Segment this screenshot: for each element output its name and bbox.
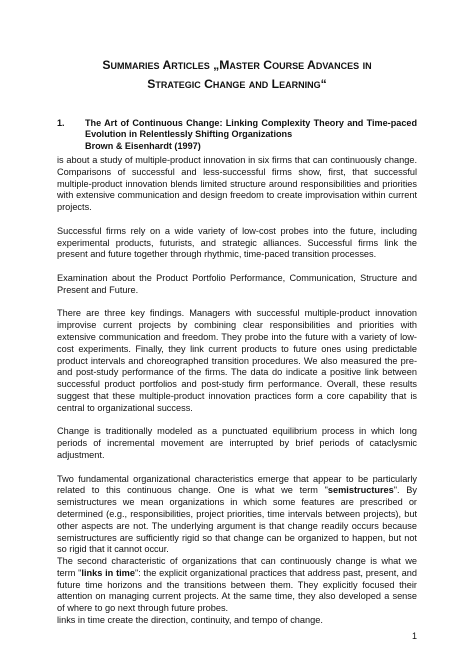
document-title (40, 56, 434, 94)
paragraph-text: ". By semistructures we mean organizations in which some features are prescribed or determined (e.g., responsibilities, project priorities, time intervals between projects), but other aspects are not. The underlying argument is that change readily occurs because semistructures are sufficiently rigid so that change can be organized to happen, but not so rigid that it cannot occur. (57, 485, 418, 555)
bold-term-semistructures: semistructures (327, 485, 394, 496)
bold-term-links-in-time: links in time (81, 567, 135, 578)
paragraph: Successful firms rely on a wide variety of low-cost probes into the future, including experimental products, futurists, and strategic alliances. Successful firms link the present and future together through rhythmic, time-paced transition processes. (57, 225, 417, 260)
section-number: 1. (57, 118, 65, 128)
section-authors: Brown & Eisenhardt (1997) (85, 140, 201, 151)
paragraph: is about a study of multiple-product innovation in six firms that can continuously change. Comparisons of successful and less-successful firms show, first, that successful multiple-product innovation blends limited structure around responsibilities and priorities with extensive communication and design freedom to create improvisation within current projects. (57, 155, 417, 213)
paragraph-text: Two fundamental organizational characteristics emerge that appear to be particularly related to this continuous change. One is what we term " (57, 473, 417, 496)
paragraph: Change is traditionally modeled as a punctuated equilibrium process in which long periods of incremental movement are interrupted by brief periods of cataclysmic adjustment. (57, 426, 417, 460)
document-body (57, 155, 417, 627)
paragraph-text: ": the explicit organizational practices that address past, present, and future time horizons and the transitions between them. They explicitly focused their attention on managing current projects. At the same time, they also developed a sense of where to go next through future probes. (57, 567, 417, 614)
paragraph-semistructures (57, 474, 417, 557)
paragraph: links in time create the direction, continuity, and tempo of change. (57, 615, 323, 626)
title-line-2: Strategic Change and Learning“ (147, 77, 327, 91)
paragraph-text: The second characteristic of organizations that can continuously change is what we term " (57, 556, 417, 578)
section-heading (57, 118, 417, 152)
title-line-1: Summaries Articles „Master Course Advances in (102, 58, 372, 72)
paragraph-links-in-time (57, 556, 417, 615)
section-title: The Art of Continuous Change: Linking Complexity Theory and Time-paced Evolution in Relentlessly Shifting Organizations (85, 118, 417, 140)
page-number: 1 (411, 631, 417, 641)
paragraph: Examination about the Product Portfolio Performance, Communication, Structure and Present and Future. (57, 272, 417, 295)
paragraph: There are three key findings. Managers with successful multiple-product innovation improvise current projects by combining clear responsibilities and priorities with extensive communication and freedom. They probe into the future with a variety of low-cost experiments. Finally, they link current products to future ones using predictable product intervals and choreographed transition procedures. We also measured the pre- and post-study performance of the firms. The data do indicate a positive link between successful product portfolios and post-study firm performance. Overall, these results suggest that these multiple-product innovation practices form a core capability that is central to organizational success. (57, 308, 417, 413)
